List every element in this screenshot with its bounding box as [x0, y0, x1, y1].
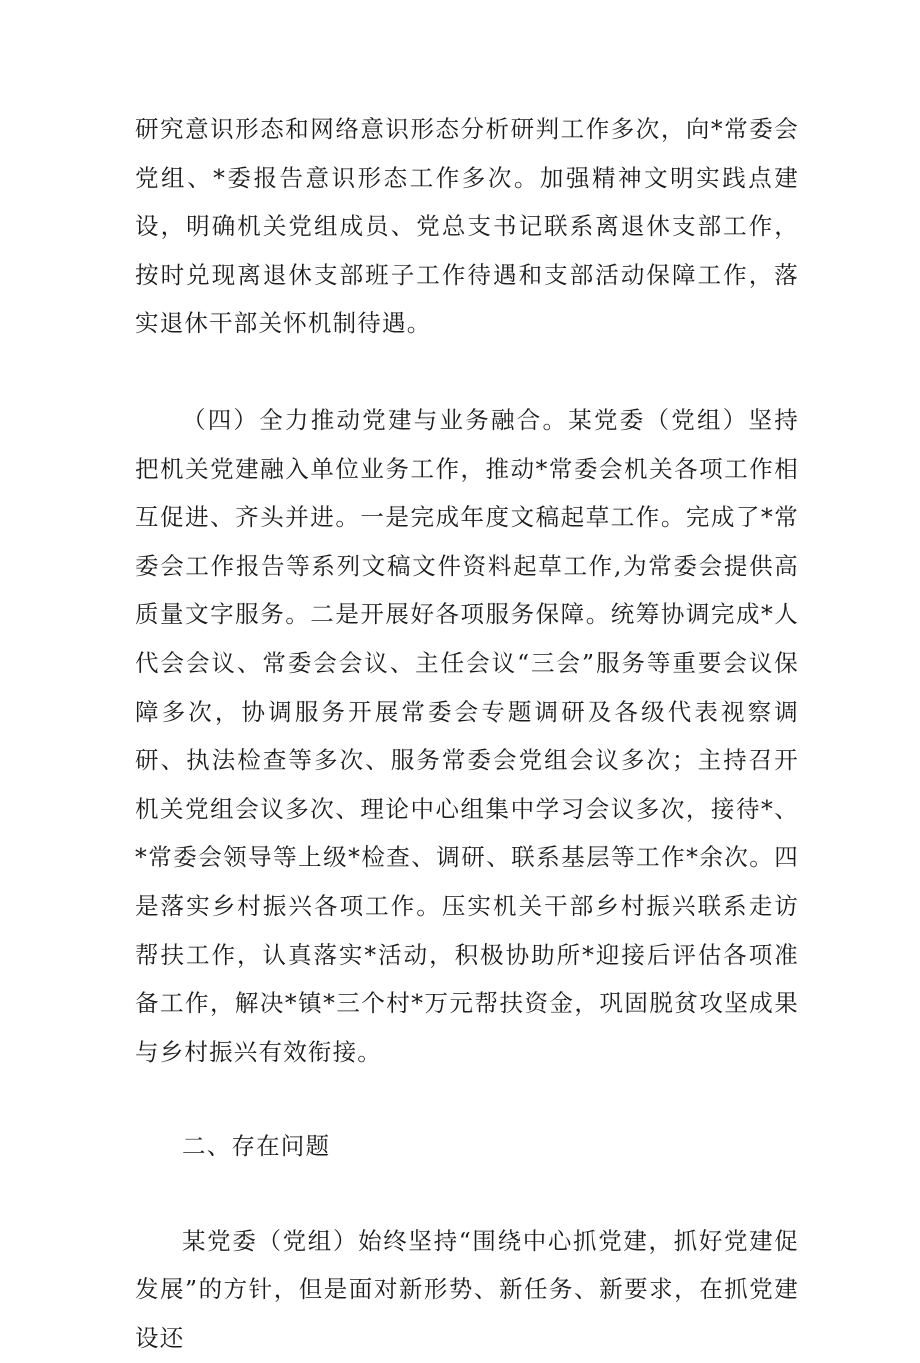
document-body [135, 105, 799, 1363]
paragraph-section-four: （四）全力推动党建与业务融合。某党委（党组）坚持把机关党建融入单位业务工作，推动*常委会机关各项工作相互促进、齐头并进。一是完成年度文稿起草工作。完成了*常委会工作报告等系列文稿文件资料起草工作,为常委会提供高质量文字服务。二是开展好各项服务保障。统筹协调完成*人代会会议、常委会会议、主任会议“三会”服务等重要会议保障多次，协调服务开展常委会专题调研及各级代表视察调研、执法检查等多次、服务常委会党组会议多次；主持召开机关党组会议多次、理论中心组集中学习会议多次，接待*、*常委会领导等上级*检查、调研、联系基层等工作*余次。四是落实乡村振兴各项工作。压实机关干部乡村振兴联系走访帮扶工作，认真落实*活动，积极协助所*迎接后评估各项准备工作，解决*镇*三个村*万元帮扶资金，巩固脱贫攻坚成果与乡村振兴有效衔接。 [135, 405, 799, 1066]
paragraph-problems-intro: 某党委（党组）始终坚持“围绕中心抓党建，抓好党建促发展”的方针，但是面对新形势、新任务、新要求，在抓党建设还 [135, 1226, 799, 1353]
section-heading-problems: 二、存在问题 [182, 1132, 331, 1161]
paragraph-continuation: 研究意识形态和网络意识形态分析研判工作多次，向*常委会党组、*委报告意识形态工作多次。加强精神文明实践点建设，明确机关党组成员、党总支书记联系离退休支部工作，按时兑现离退休支部班子工作待遇和支部活动保障工作，落实退休干部关怀机制待遇。 [135, 115, 799, 338]
